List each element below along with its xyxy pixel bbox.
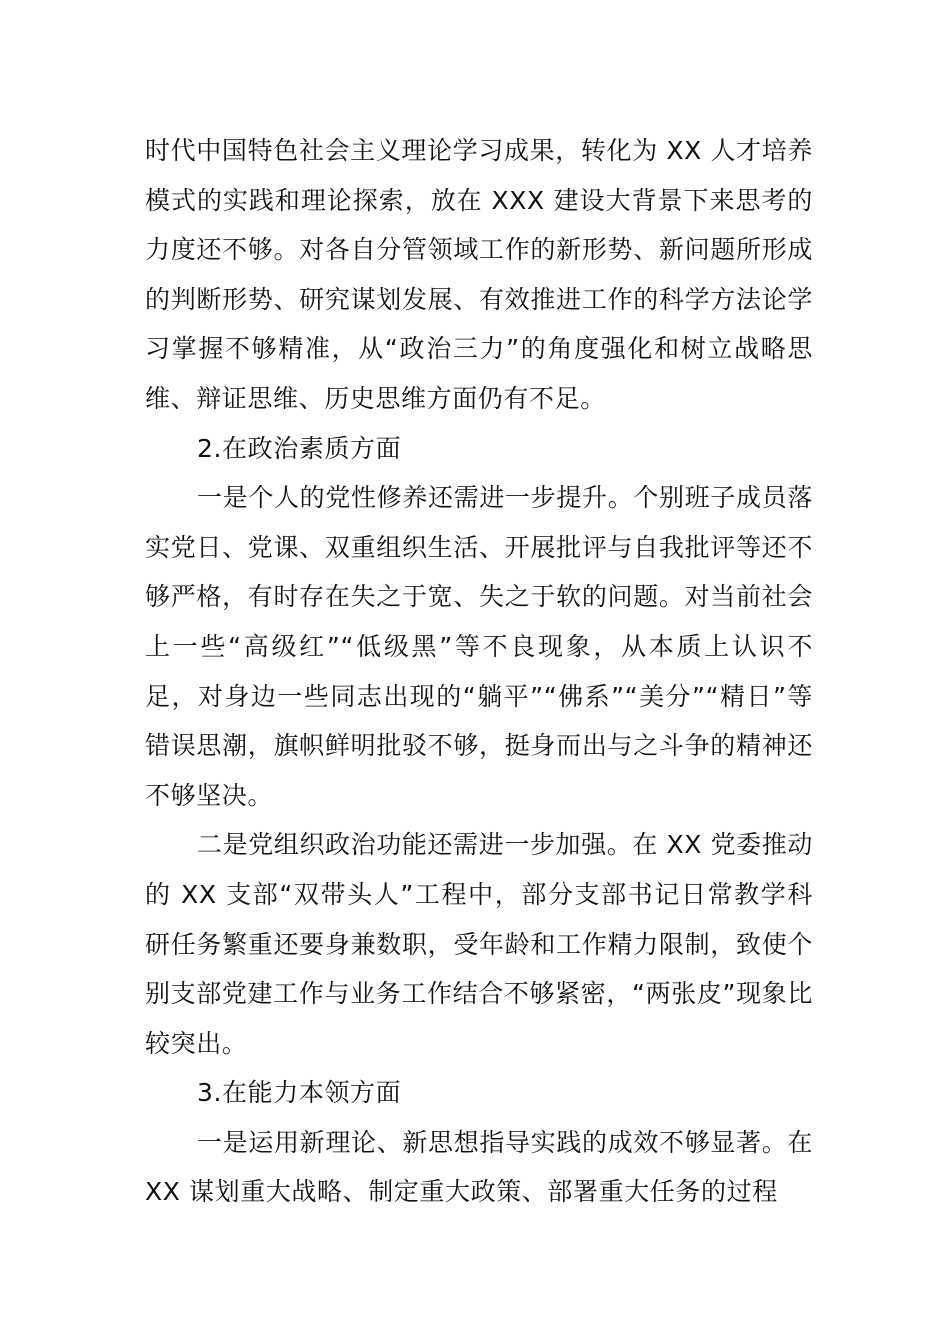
section-heading-political-quality: 2.在政治素质方面 — [197, 433, 402, 463]
section-heading-ability: 3.在能力本领方面 — [197, 1078, 402, 1108]
paragraph-continuation: 时代中国特色社会主义理论学习成果，转化为 XX 人才培养模式的实践和理论探索，放在 XXX 建设大背景下来思考的力度还不够。对各自分管领域工作的新形势、新问题所形成的判断形势、研究谋划发展、有效推进工作的科学方法论学习掌握不够精准，从“政治三力”的角度强化和树立战略思维、辩证思维、历史思维方面仍有不足。 — [145, 136, 813, 413]
document-body — [145, 126, 813, 1217]
paragraph-new-theory: 一是运用新理论、新思想指导实践的成效不够显著。在 XX 谋划重大战略、制定重大政策、部署重大任务的过程 — [145, 1127, 813, 1207]
paragraph-party-spirit: 一是个人的党性修养还需进一步提升。个别班子成员落实党日、党课、双重组织生活、开展批评与自我批评等还不够严格，有时存在失之于宽、失之于软的问题。对当前社会上一些“高级红”“低级黑”等不良现象，从本质上认识不足，对身边一些同志出现的“躺平”“佛系”“美分”“精日”等错误思潮，旗帜鲜明批驳不够，挺身而出与之斗争的精神还不够坚决。 — [145, 483, 813, 810]
paragraph-party-organization: 二是党组织政治功能还需进一步加强。在 XX 党委推动的 XX 支部“双带头人”工程中，部分支部书记日常教学科研任务繁重还要身兼数职，受年龄和工作精力限制，致使个别支部党建工作与业务工作结合不够紧密，“两张皮”现象比较突出。 — [145, 830, 813, 1058]
